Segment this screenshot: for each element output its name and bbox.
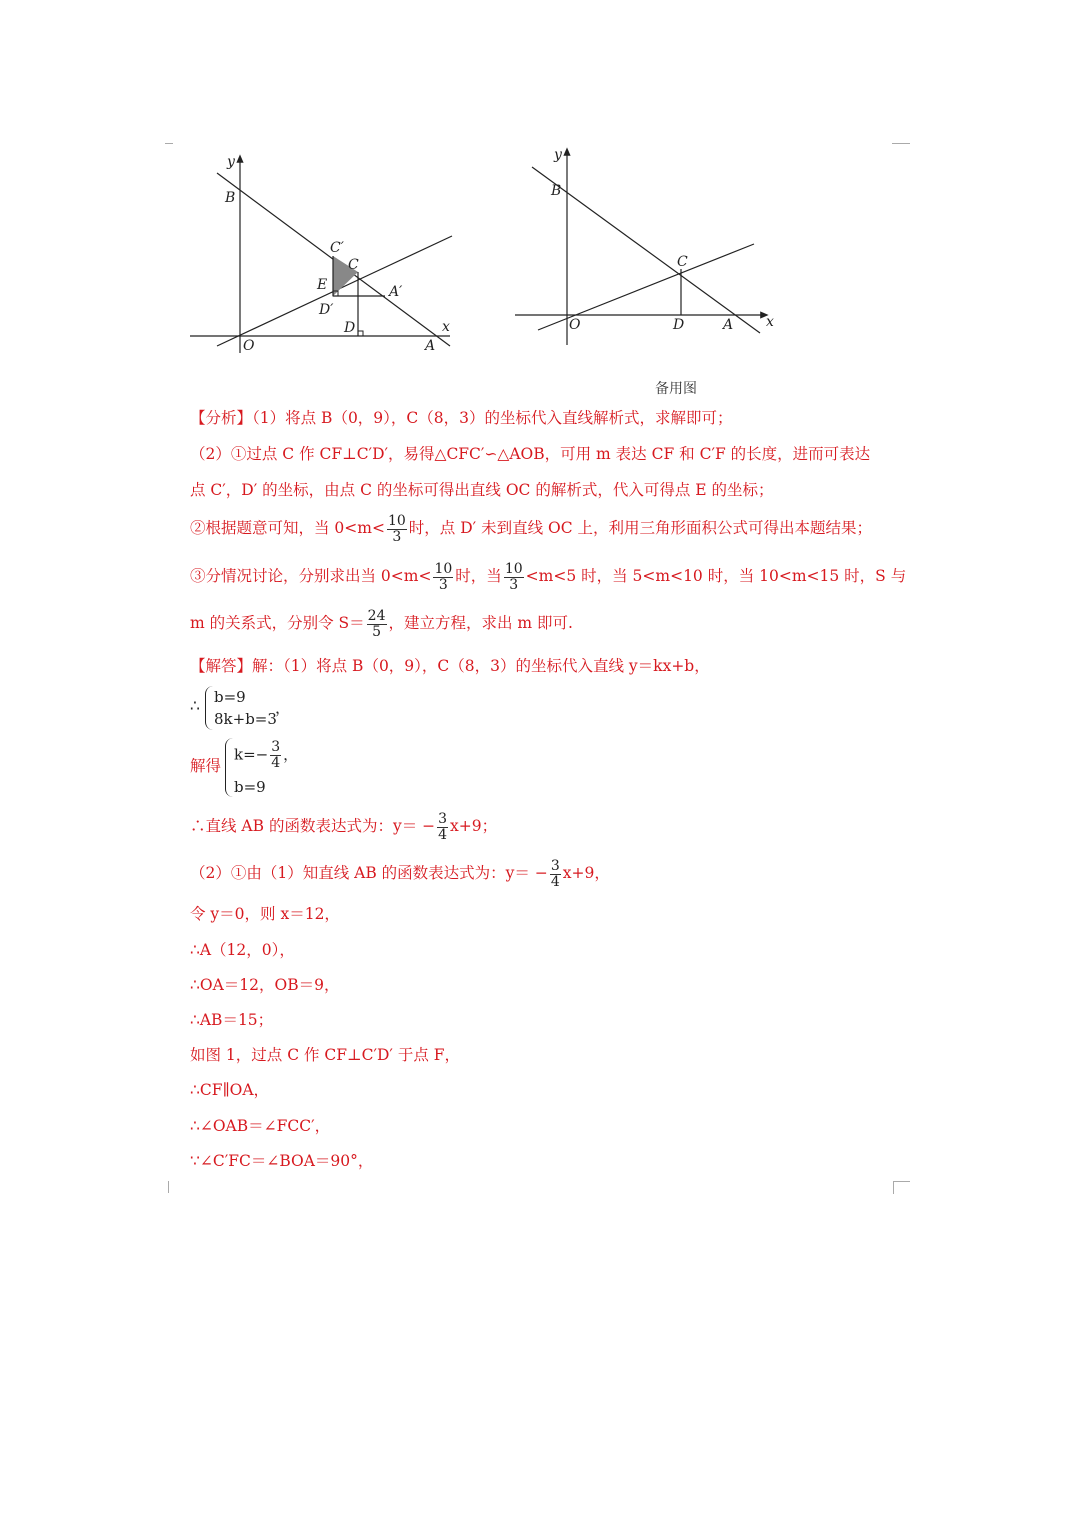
solve-label: 解得	[190, 757, 222, 775]
solution-line-8: ∴CF∥OA，	[190, 1081, 270, 1099]
label-c-prime: C′	[330, 240, 344, 256]
figure-2	[510, 145, 790, 350]
line-ab-expression: ∴直线 AB 的函数表达式为：y＝ − $\frac{3}{4}$ x+9；	[190, 810, 498, 843]
solution-line-4: ∴A（12，0），	[190, 941, 295, 959]
label-o: O	[569, 317, 581, 333]
label-c: C	[348, 257, 359, 273]
page-corner-mark	[165, 143, 173, 145]
label-d-prime: D′	[319, 302, 334, 318]
label-a-prime: A′	[389, 284, 403, 300]
solution-line-10: ∵∠C′FC＝∠BOA＝90°，	[190, 1152, 374, 1170]
fraction: $\frac{24}{5}$	[367, 607, 386, 640]
analysis-line-4: ②根据题意可知，当 0<m< $\frac{10}{3}$ 时，点 D′ 未到直线 OC 上，利用三角形面积公式可得出本题结果；	[190, 512, 873, 545]
solution-line-3: 令 y＝0，则 x＝12，	[190, 905, 340, 923]
label-o: O	[243, 338, 255, 354]
solution-line-6: ∴AB＝15；	[190, 1011, 274, 1029]
fraction: $\frac{10}{3}$	[434, 560, 453, 593]
analysis-line-2: （2）①过点 C 作 CF⊥C′D′，易得△CFC′∽△AOB，可用 m 表达 CF 和 C′F 的长度，进而可表达	[190, 445, 871, 463]
label-e: E	[317, 277, 328, 293]
page-corner-mark	[168, 1181, 170, 1193]
figure-1	[185, 148, 465, 363]
figure-caption: 备用图	[655, 381, 697, 397]
solution-line-9: ∴∠OAB＝∠FCC′，	[190, 1117, 331, 1135]
therefore-symbol: ∴	[190, 697, 200, 715]
label-a: A	[723, 317, 734, 333]
solution-heading: 【解答】	[190, 657, 253, 675]
solution-line-1: 【解答】解：（1）将点 B（0，9），C（8，3）的坐标代入直线 y＝kx+b，	[190, 657, 710, 675]
label-b: B	[225, 190, 236, 206]
line-ab	[532, 167, 760, 333]
equation-system-1: b=9 8k+b=3	[205, 686, 277, 730]
analysis-heading: 【分析】	[190, 409, 253, 427]
label-d: D	[673, 317, 685, 333]
label-b: B	[551, 183, 562, 199]
label-x: x	[766, 314, 774, 330]
label-a: A	[425, 338, 436, 354]
analysis-line-3: 点 C′，D′ 的坐标，由点 C 的坐标可得出直线 OC 的解析式，代入可得点 E 的坐标；	[190, 481, 774, 499]
page-corner-mark	[893, 1181, 910, 1194]
fraction: $\frac{3}{4}$	[438, 810, 448, 843]
fraction: $\frac{3}{4}$	[550, 857, 560, 890]
analysis-line-6: m 的关系式，分别令 S＝ $\frac{24}{5}$ ，建立方程，求出 m 即可.	[190, 607, 573, 640]
analysis-line-1: 【分析】（1）将点 B（0，9），C（8，3）的坐标代入直线解析式，求解即可；	[190, 409, 733, 427]
system-1-comma: ，	[275, 699, 291, 717]
solution-line-2: （2）①由（1）知直线 AB 的函数表达式为：y＝ − $\frac{3}{4}$ x+9，	[190, 857, 610, 890]
label-y: y	[554, 147, 562, 163]
solution-line-5: ∴OA＝12，OB＝9，	[190, 976, 340, 994]
right-angle-mark	[358, 331, 363, 336]
label-x: x	[442, 319, 450, 335]
label-d: D	[344, 320, 356, 336]
solution-line-7: 如图 1，过点 C 作 CF⊥C′D′ 于点 F，	[190, 1046, 461, 1064]
equation-system-2: k=− $\frac{3}{4}$ ， b=9	[225, 738, 298, 797]
fraction: $\frac{10}{3}$	[504, 560, 523, 593]
fraction: $\frac{10}{3}$	[387, 512, 406, 545]
label-c: C	[677, 254, 688, 270]
page-corner-mark	[892, 143, 910, 145]
fraction: $\frac{3}{4}$	[271, 739, 281, 771]
analysis-line-5: ③分情况讨论，分别求出当 0<m< $\frac{10}{3}$ 时，当 $\frac{10}{3}$ <m<5 时，当 5<m<10 时，当 10<m<15 时，S 与	[190, 560, 907, 593]
label-y: y	[227, 154, 235, 170]
